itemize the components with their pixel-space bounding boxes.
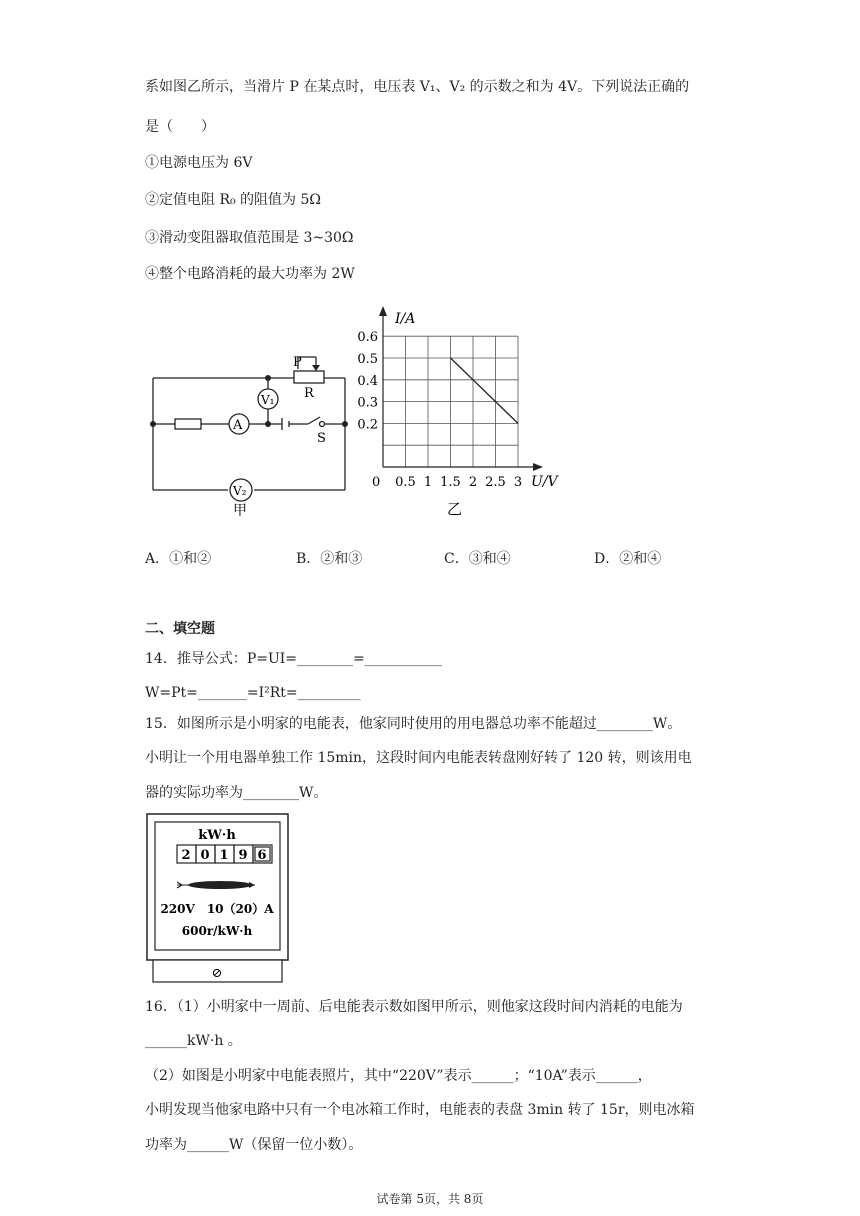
q15-line1: 15．如图所示是小明家的电能表，他家同时使用的用电器总功率不能超过________W。 <box>145 716 682 732</box>
x-tick-label: 1.5 <box>440 475 461 490</box>
y-tick-label: 0.6 <box>357 330 378 346</box>
q15-line3: 器的实际功率为________W。 <box>145 785 328 801</box>
q13-text-line2: 是（ ） <box>145 119 215 135</box>
meter-screw-icon: ⊘ <box>211 966 223 981</box>
q13-statement-1: ①电源电压为 6V <box>145 155 253 171</box>
figure-caption-yi: 乙 <box>447 500 463 518</box>
q13-statement-4: ④整个电路消耗的最大功率为 2W <box>145 266 355 282</box>
graph-grid <box>383 336 518 467</box>
page-footer: 试卷第 5页，共 8页 <box>376 1192 484 1206</box>
x-tick-label: 2.5 <box>485 475 506 490</box>
switch-label-s: S <box>317 431 326 446</box>
voltmeter1-label: V₁ <box>261 393 275 407</box>
meter-digit-1: 2 <box>181 848 191 863</box>
rheostat-label-r: R <box>304 386 314 401</box>
origin-label: 0 <box>372 475 381 490</box>
meter-digit-3: 1 <box>219 848 229 863</box>
figure-caption-jia: 甲 <box>233 503 247 519</box>
y-tick-label: 0.4 <box>357 373 378 389</box>
q13-text-line1: 系如图乙所示，当滑片 P 在某点时，电压表 V₁、V₂ 的示数之和为 4V。下列说法正确的 <box>145 79 690 95</box>
y-tick-label: 0.5 <box>357 352 378 367</box>
x-tick-label: 1 <box>423 475 433 490</box>
ammeter-label: A <box>233 418 243 433</box>
x-tick-label: 0.5 <box>395 475 416 490</box>
q16-line4: 小明发现当他家电路中只有一个电冰箱工作时，电能表的表盘 3min 转了 15r，则电冰箱 <box>145 1102 695 1118</box>
y-axis-label: I/A <box>395 311 416 327</box>
meter-digit-5: 6 <box>257 848 267 863</box>
series-line <box>451 358 519 423</box>
y-tick-label: 0.2 <box>357 417 378 433</box>
meter-digit-4: 9 <box>238 848 248 863</box>
iu-graph <box>355 300 570 525</box>
q13-statement-3: ③滑动变阻器取值范围是 3~30Ω <box>145 230 354 246</box>
q14-line1: 14．推导公式：P=UI=________=___________ <box>145 651 442 667</box>
circuit-diagram <box>140 345 360 520</box>
option-b[interactable]: B．②和③ <box>296 551 363 567</box>
slider-label-p: P <box>293 355 302 370</box>
q15-line2: 小明让一个用电器单独工作 15min，这段时间内电能表转盘刚好转了 120 转，则该用电 <box>145 750 692 766</box>
x-axis-label: U/V <box>531 474 558 490</box>
electricity-meter <box>145 812 290 987</box>
option-d[interactable]: D．②和④ <box>594 551 662 567</box>
q13-statement-2: ②定值电阻 R₀ 的阻值为 5Ω <box>145 192 322 208</box>
q16-line3: （2）如图是小明家中电能表照片，其中“220V”表示______；“10A”表示______， <box>145 1068 652 1084</box>
x-tick-label: 2 <box>468 475 478 490</box>
option-a[interactable]: A．①和② <box>145 551 212 567</box>
q16-line1: 16．（1）小明家中一周前、后电能表示数如图甲所示，则他家这段时间内消耗的电能为 <box>145 999 683 1015</box>
x-axis-arrow <box>533 463 543 471</box>
q16-line2: ______kW·h 。 <box>145 1033 242 1049</box>
q16-line5: 功率为______W（保留一位小数）。 <box>145 1137 363 1153</box>
q14-line2: W=Pt=_______=I²Rt=_________ <box>145 685 361 701</box>
x-tick-label: 3 <box>513 475 523 490</box>
section-title: 二、填空题 <box>145 621 215 637</box>
voltmeter2-label: V₂ <box>233 484 247 498</box>
meter-rating: 220V 10（20）A <box>160 902 274 916</box>
y-tick-label: 0.3 <box>357 395 378 411</box>
meter-digit-2: 0 <box>200 848 210 863</box>
option-c[interactable]: C．③和④ <box>444 551 511 567</box>
meter-constant: 600r/kW·h <box>181 924 253 938</box>
y-axis-arrow <box>379 306 387 316</box>
meter-unit: kW·h <box>198 828 236 843</box>
